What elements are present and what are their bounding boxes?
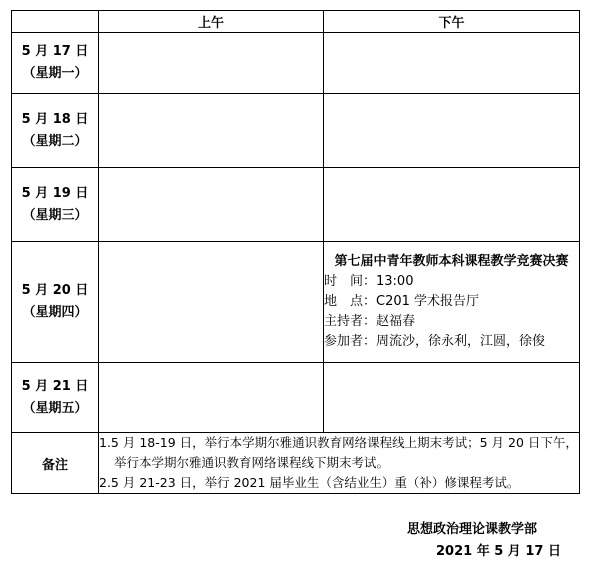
weekday-label: （星期三） — [22, 207, 88, 223]
date-cell — [12, 94, 99, 168]
weekday-label: （星期二） — [22, 133, 88, 149]
footer-date: 2021 年 5 月 17 日 — [436, 544, 561, 559]
footer-department: 思想政治理论课教学部 — [407, 522, 538, 537]
schedule-row — [12, 94, 580, 168]
morning-cell — [99, 242, 324, 363]
notes-row — [12, 433, 580, 494]
morning-cell — [99, 94, 324, 168]
morning-cell — [99, 363, 324, 433]
event-time: 时 间：13:00 — [324, 274, 414, 289]
morning-cell — [99, 168, 324, 242]
afternoon-header: 下午 — [324, 11, 580, 33]
weekday-label: （星期一） — [22, 66, 88, 81]
event-place: 地 点：C201 学术报告厅 — [324, 294, 480, 309]
afternoon-cell — [324, 168, 580, 242]
date-cell — [12, 242, 99, 363]
event-participants: 参加者：周流沙，徐永利，江圆，徐俊 — [324, 334, 546, 349]
schedule-row — [12, 242, 580, 363]
event-title: 第七届中青年教师本科课程教学竞赛决赛 — [334, 254, 569, 269]
date-label: 5 月 19 日 — [21, 185, 89, 201]
weekday-label: （星期四） — [22, 305, 88, 320]
schedule-row — [12, 168, 580, 242]
afternoon-cell — [324, 363, 580, 433]
event-host: 主持者：赵福春 — [324, 314, 416, 329]
notes-label: 备注 — [12, 433, 99, 494]
morning-header: 上午 — [99, 11, 324, 33]
weekday-label: （星期五） — [22, 400, 88, 416]
afternoon-event-cell — [324, 242, 580, 363]
notes-cell — [99, 433, 580, 494]
date-label: 5 月 18 日 — [21, 111, 89, 127]
note-item: 1.5 月 18-19 日，举行本学期尔雅通识教育网络课程线上期末考试；5 月 20 日下午，举行本学期尔雅通识教育网络课程线下期末考试。 — [99, 435, 578, 470]
note-item: 2.5 月 21-23 日，举行 2021 届毕业生（含结业生）重（补）修课程考试。 — [99, 475, 520, 490]
afternoon-cell — [324, 33, 580, 94]
corner-cell — [12, 11, 99, 33]
header-row — [12, 11, 580, 33]
date-label: 5 月 17 日 — [21, 44, 89, 59]
date-cell — [12, 33, 99, 94]
schedule-row — [12, 363, 580, 433]
schedule-row — [12, 33, 580, 94]
afternoon-cell — [324, 94, 580, 168]
date-cell — [12, 363, 99, 433]
weekly-schedule-table — [11, 10, 580, 494]
date-label: 5 月 21 日 — [21, 378, 89, 394]
date-cell — [12, 168, 99, 242]
date-label: 5 月 20 日 — [21, 283, 89, 298]
morning-cell — [99, 33, 324, 94]
